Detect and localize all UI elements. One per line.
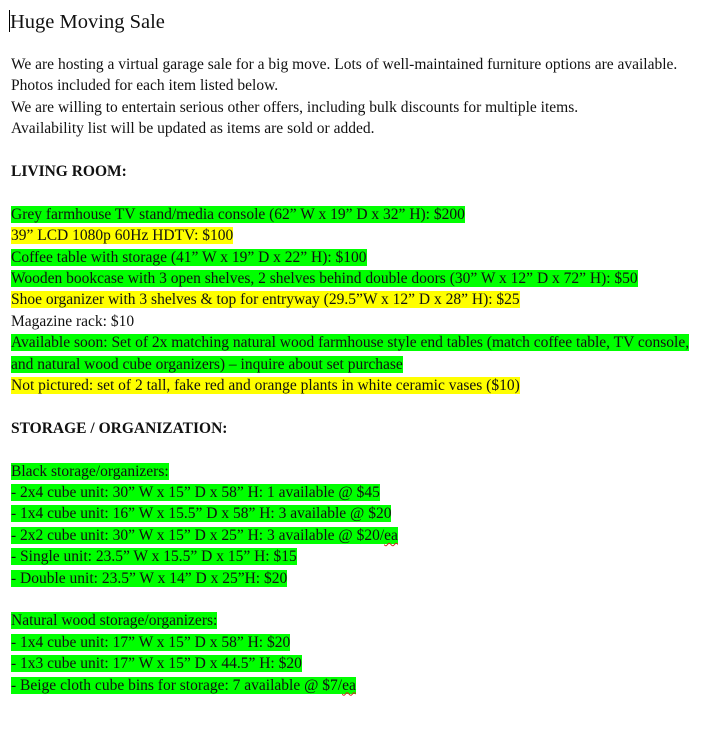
item-black-2x4: - 2x4 cube unit: 30” W x 15” D x 58” H: 1 available @ $45 [11, 484, 380, 502]
item-shoe-organizer: Shoe organizer with 3 shelves & top for entryway (29.5”W x 12” D x 28” H): $25 [11, 291, 520, 309]
list-item [11, 503, 701, 524]
list-item [11, 482, 701, 503]
item-black-double: - Double unit: 23.5” W x 14” D x 25”H: $20 [11, 569, 288, 587]
blank-line [11, 140, 701, 161]
spellcheck-word[interactable]: ea [384, 526, 398, 544]
item-black-2x2-wrapper [11, 527, 398, 544]
list-item [11, 610, 701, 631]
item-coffee-table: Coffee table with storage (41” W x 19” D x 22” H): $100 [11, 248, 367, 266]
blank-line [11, 182, 701, 203]
list-item [11, 568, 701, 589]
list-item [11, 268, 701, 289]
item-tv-stand: Grey farmhouse TV stand/media console (62” W x 19” D x 32” H): $200 [11, 205, 465, 223]
item-magazine-rack: Magazine rack: $10 [11, 312, 135, 330]
list-item [11, 653, 701, 674]
list-item [11, 525, 701, 546]
list-item [11, 546, 701, 567]
blank-line [11, 396, 701, 417]
blank-line [11, 439, 701, 460]
intro-paragraph-1: We are hosting a virtual garage sale for a big move. Lots of well-maintained furniture options are available. Photos included for each item listed below. [11, 56, 678, 95]
list-item [11, 375, 701, 396]
list-item [11, 461, 701, 482]
intro-paragraph-2: We are willing to entertain serious other offers, including bulk discounts for multiple items. [11, 98, 579, 116]
document-title-line[interactable] [11, 8, 701, 36]
item-black-single: - Single unit: 23.5” W x 15.5” D x 15” H: $15 [11, 548, 297, 566]
item-natural-bins-wrapper [11, 677, 356, 694]
black-storage-label: Black storage/organizers: [11, 462, 169, 480]
item-black-1x4: - 1x4 cube unit: 16” W x 15.5” D x 58” H: 3 available @ $20 [11, 505, 392, 523]
item-natural-bins: - Beige cloth cube bins for storage: 7 available @ $7/ [11, 676, 343, 694]
list-item [11, 632, 701, 653]
natural-storage-label: Natural wood storage/organizers: [11, 612, 218, 630]
document-page[interactable] [11, 8, 701, 696]
item-bookcase: Wooden bookcase with 3 open shelves, 2 shelves behind double doors (30” W x 12” D x 72” H): $50 [11, 270, 638, 288]
item-hdtv: 39” LCD 1080p 60Hz HDTV: $100 [11, 227, 234, 245]
list-item [11, 289, 701, 310]
list-item [11, 247, 701, 268]
list-item [11, 204, 701, 225]
spellcheck-word[interactable]: ea [342, 676, 356, 694]
list-item [11, 332, 701, 375]
list-item [11, 225, 701, 246]
item-end-tables: Available soon: Set of 2x matching natural wood farmhouse style end tables (match coffee table, TV console, and natural wood cube organizers) – inquire about set purchase [11, 334, 690, 373]
list-item [11, 675, 701, 696]
item-black-2x2: - 2x2 cube unit: 30” W x 15” D x 25” H: 3 available @ $20/ [11, 526, 385, 544]
intro-paragraph-3: Availability list will be updated as items are sold or added. [11, 120, 375, 138]
item-fake-plants: Not pictured: set of 2 tall, fake red and orange plants in white ceramic vases ($10) [11, 377, 520, 395]
item-natural-1x3: - 1x3 cube unit: 17” W x 15” D x 44.5” H: $20 [11, 655, 302, 673]
living-room-heading: LIVING ROOM: [11, 163, 127, 181]
item-natural-1x4: - 1x4 cube unit: 17” W x 15” D x 58” H: $20 [11, 633, 291, 651]
storage-heading: STORAGE / ORGANIZATION: [11, 419, 228, 437]
list-item [11, 311, 701, 332]
document-title: Huge Moving Sale [10, 11, 165, 33]
blank-line [11, 589, 701, 610]
